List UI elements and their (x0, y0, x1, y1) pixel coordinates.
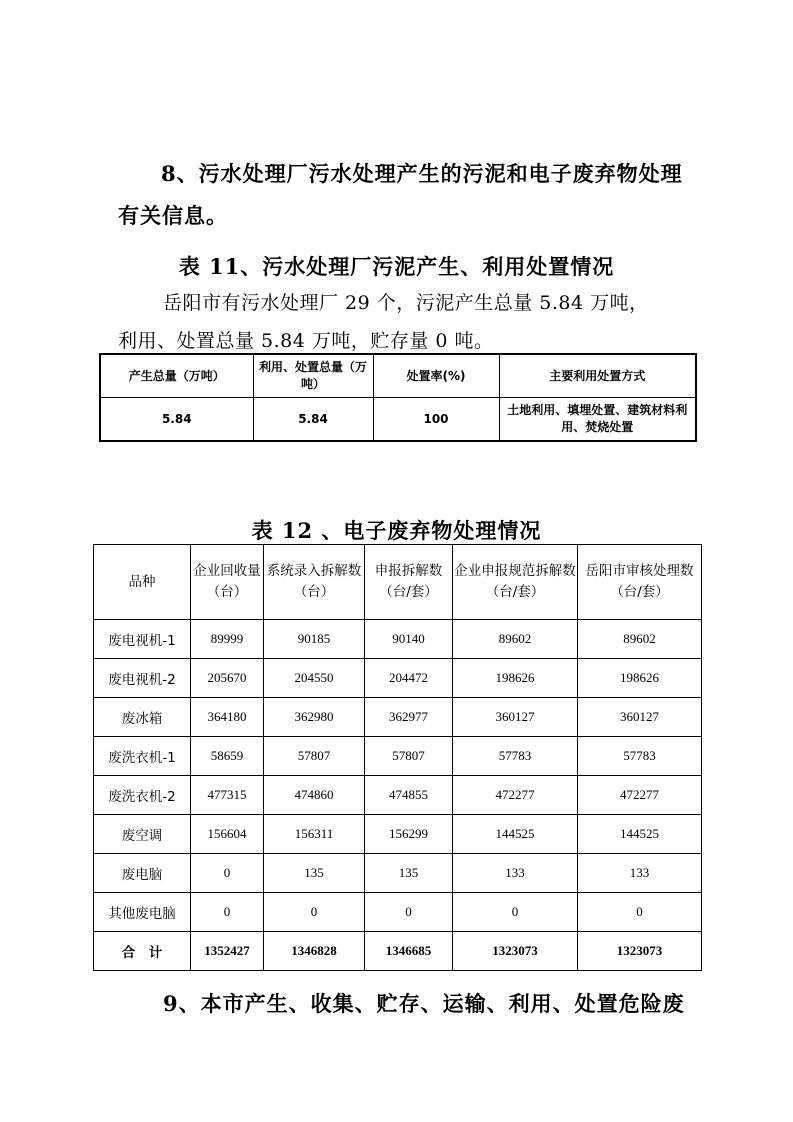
ewaste-cell: 364180 (191, 698, 264, 737)
ewaste-cell: 360127 (578, 698, 702, 737)
ewaste-col-header: 企业申报规范拆解数（台/套） (453, 545, 578, 620)
ewaste-cell: 0 (578, 893, 702, 932)
ewaste-total-cell: 1346828 (264, 932, 365, 971)
sludge-table (99, 353, 697, 442)
sludge-col-header: 产生总量（万吨） (100, 354, 253, 398)
table-11-title: 表 11、污水处理厂污泥产生、利用处置情况 (178, 254, 615, 279)
ewaste-cell: 135 (365, 854, 453, 893)
ewaste-cell: 477315 (191, 776, 264, 815)
table-row (94, 659, 702, 698)
ewaste-cell: 0 (365, 893, 453, 932)
table-12-title: 表 12 、电子废弃物处理情况 (251, 518, 542, 543)
ewaste-cell: 362977 (365, 698, 453, 737)
section-9-heading: 9、本市产生、收集、贮存、运输、利用、处置危险废 (163, 991, 685, 1016)
ewaste-col-header: 企业回收量（台） (191, 545, 264, 620)
table-row (94, 893, 702, 932)
ewaste-cell: 90140 (365, 620, 453, 659)
ewaste-cell: 0 (264, 893, 365, 932)
ewaste-cell: 204472 (365, 659, 453, 698)
ewaste-cell: 198626 (578, 659, 702, 698)
ewaste-cell: 360127 (453, 698, 578, 737)
ewaste-total-cell: 1352427 (191, 932, 264, 971)
table-row (94, 698, 702, 737)
ewaste-item-name: 废电脑 (94, 854, 191, 893)
ewaste-cell: 57807 (264, 737, 365, 776)
table-row (94, 620, 702, 659)
ewaste-total-cell: 1323073 (453, 932, 578, 971)
ewaste-cell: 57783 (453, 737, 578, 776)
ewaste-cell: 0 (453, 893, 578, 932)
sludge-summary-line2: 利用、处置总量 5.84 万吨，贮存量 0 吨。 (118, 330, 494, 352)
ewaste-cell: 474860 (264, 776, 365, 815)
section-8-heading-line1: 8、污水处理厂污水处理产生的污泥和电子废弃物处理 (161, 161, 683, 186)
table-row (94, 854, 702, 893)
ewaste-table (93, 544, 702, 971)
sludge-cell: 5.84 (253, 398, 373, 442)
ewaste-item-name: 废洗衣机-1 (94, 737, 191, 776)
ewaste-header-row (94, 545, 702, 620)
table-row (94, 776, 702, 815)
ewaste-cell: 474855 (365, 776, 453, 815)
ewaste-cell: 89999 (191, 620, 264, 659)
ewaste-item-name: 废电视机-1 (94, 620, 191, 659)
sludge-cell: 100 (373, 398, 499, 442)
ewaste-col-header: 品种 (94, 545, 191, 620)
ewaste-col-header: 岳阳市审核处理数（台/套） (578, 545, 702, 620)
ewaste-total-cell: 1346685 (365, 932, 453, 971)
sludge-cell: 土地利用、填埋处置、建筑材料利用、焚烧处置 (499, 398, 696, 442)
ewaste-cell: 156311 (264, 815, 365, 854)
ewaste-cell: 0 (191, 854, 264, 893)
ewaste-item-name: 废电视机-2 (94, 659, 191, 698)
section-8-heading-line2: 有关信息。 (118, 203, 228, 228)
ewaste-total-label: 合 计 (94, 932, 191, 971)
ewaste-cell: 472277 (578, 776, 702, 815)
ewaste-cell: 472277 (453, 776, 578, 815)
ewaste-item-name: 其他废电脑 (94, 893, 191, 932)
ewaste-cell: 57783 (578, 737, 702, 776)
ewaste-cell: 156299 (365, 815, 453, 854)
ewaste-total-cell: 1323073 (578, 932, 702, 971)
ewaste-cell: 89602 (578, 620, 702, 659)
ewaste-cell: 89602 (453, 620, 578, 659)
sludge-col-header: 利用、处置总量（万吨） (253, 354, 373, 398)
ewaste-cell: 204550 (264, 659, 365, 698)
sludge-col-header: 主要利用处置方式 (499, 354, 696, 398)
ewaste-cell: 144525 (578, 815, 702, 854)
sludge-col-header: 处置率(%) (373, 354, 499, 398)
ewaste-cell: 156604 (191, 815, 264, 854)
ewaste-cell: 90185 (264, 620, 365, 659)
ewaste-cell: 57807 (365, 737, 453, 776)
ewaste-cell: 198626 (453, 659, 578, 698)
ewaste-cell: 133 (453, 854, 578, 893)
sludge-cell: 5.84 (100, 398, 253, 442)
ewaste-cell: 133 (578, 854, 702, 893)
ewaste-item-name: 废洗衣机-2 (94, 776, 191, 815)
ewaste-cell: 205670 (191, 659, 264, 698)
ewaste-cell: 144525 (453, 815, 578, 854)
ewaste-col-header: 系统录入拆解数（台） (264, 545, 365, 620)
ewaste-cell: 0 (191, 893, 264, 932)
ewaste-col-header: 申报拆解数（台/套） (365, 545, 453, 620)
ewaste-item-name: 废空调 (94, 815, 191, 854)
ewaste-total-row (94, 932, 702, 971)
ewaste-cell: 58659 (191, 737, 264, 776)
sludge-summary-line1: 岳阳市有污水处理厂 29 个，污泥产生总量 5.84 万吨， (163, 292, 649, 314)
ewaste-cell: 135 (264, 854, 365, 893)
ewaste-cell: 362980 (264, 698, 365, 737)
sludge-table-header-row (100, 354, 696, 398)
table-row (94, 737, 702, 776)
sludge-table-row (100, 398, 696, 442)
table-row (94, 815, 702, 854)
ewaste-item-name: 废冰箱 (94, 698, 191, 737)
